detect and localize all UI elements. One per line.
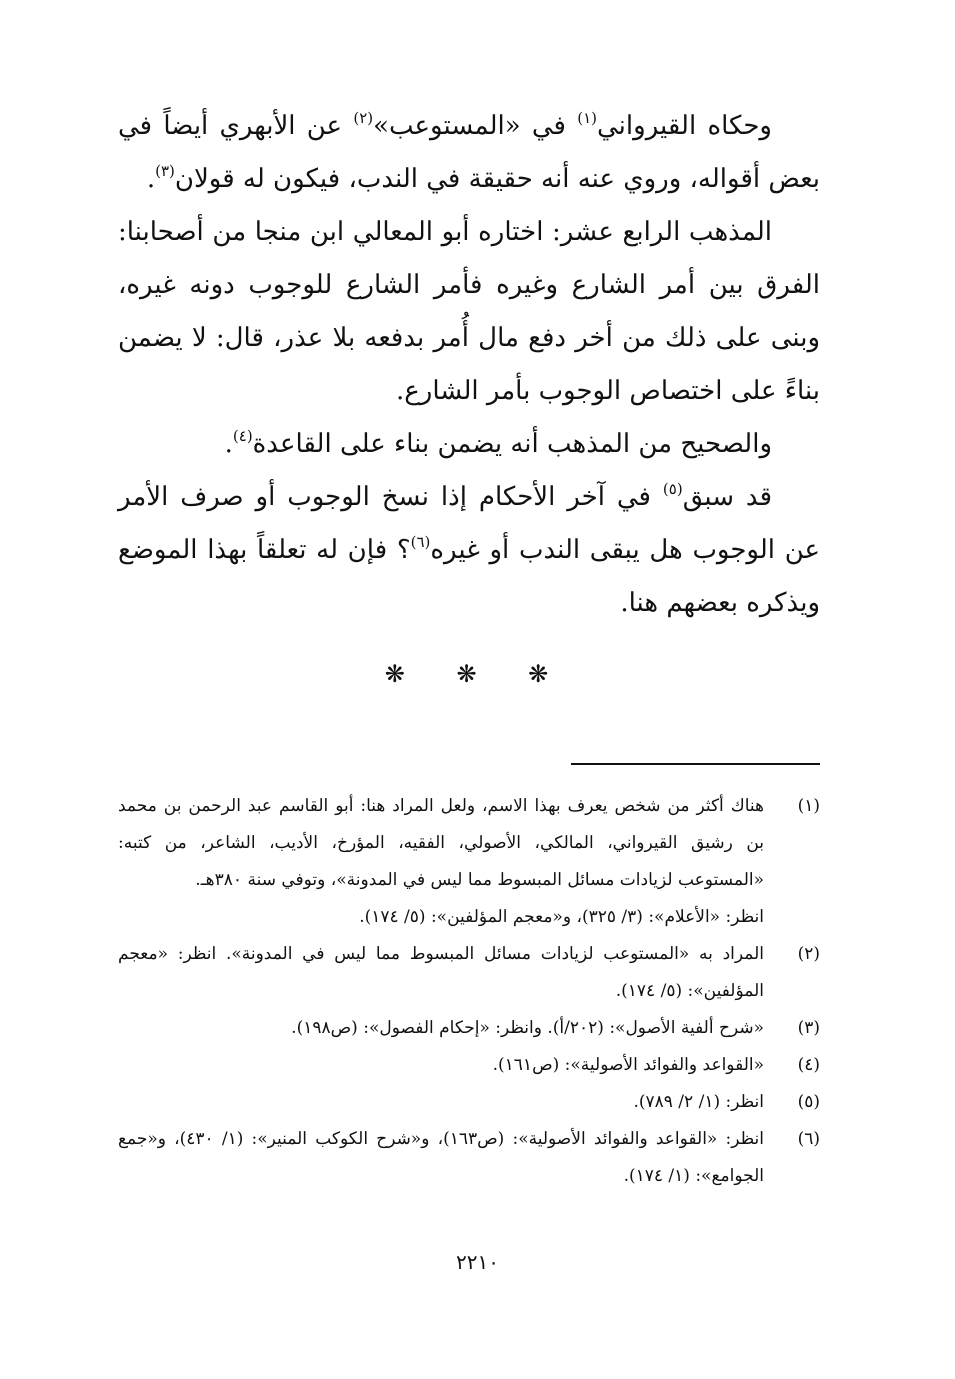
- footnote-divider: [571, 763, 820, 765]
- footnote-3: [118, 1010, 820, 1047]
- footnote-1: [118, 788, 820, 936]
- section-separator: ❋ ❋ ❋: [384, 660, 571, 688]
- paragraph-1-text-c: عن الأبهري أيضاً في بعض أقواله، وروي عنه أنه حقيقة في الندب، فيكون له قولان: [118, 111, 820, 194]
- footnote-number: (١): [797, 796, 820, 816]
- footnote-line: انظر: «القواعد والفوائد الأصولية»: (ص١٦٣)، و«شرح الكوكب المنير»: (١/ ٤٣٠)، و«جمع الجوامع»: (١/ ١٧٤).: [118, 1129, 765, 1186]
- footnote-line: انظر: «الأعلام»: (٣/ ٣٢٥)، و«معجم المؤلفين»: (٥/ ١٧٤).: [359, 907, 764, 927]
- footnote-number: (٦): [797, 1129, 820, 1149]
- footnote-body: [118, 1010, 764, 1047]
- footnote-ref-3[interactable]: (٣): [155, 162, 175, 180]
- paragraph-1-text-a: وحكاه القيرواني: [597, 111, 772, 141]
- paragraph-1-text-b: في «المستوعب»: [373, 111, 578, 141]
- paragraph-4-text-b: في آخر الأحكام إذا نسخ الوجوب أو صرف الأمر عن الوجوب هل يبقى الندب أو غيره: [118, 482, 820, 565]
- footnote-ref-2[interactable]: (٢): [353, 109, 374, 127]
- page-number: ٢٢١٠: [456, 1250, 499, 1274]
- paragraph-4-text-a: قد سبق: [682, 482, 773, 512]
- footnote-4: [118, 1047, 820, 1084]
- footnote-body: [118, 1121, 764, 1195]
- footnote-ref-4[interactable]: (٤): [232, 427, 253, 445]
- footnote-line: هناك أكثر من شخص يعرف بهذا الاسم، ولعل المراد هنا: أبو القاسم عبد الرحمن بن محمد بن رشيق القيرواني، المالكي، الأصولي، الفقيه، المؤرخ، الأديب، الشاعر، من كتبه: «المستوعب لزيادات مسائل المبسوط مما ليس في المدونة»، وتوفي سنة ٣٨٠هـ.: [118, 796, 764, 890]
- footnote-number: (٥): [797, 1092, 820, 1112]
- footnote-body: [118, 1084, 764, 1121]
- paragraph-4: [118, 471, 820, 630]
- footnote-ref-1[interactable]: (١): [577, 109, 598, 127]
- paragraph-4-text-c: ؟ فإن له تعلقاً بهذا الموضع ويذكره بعضهم هنا.: [118, 535, 820, 618]
- footnote-body: [118, 1047, 764, 1084]
- footnotes-section: [118, 788, 820, 1195]
- footnote-body: [118, 936, 764, 1010]
- footnote-number: (٣): [797, 1018, 820, 1038]
- paragraph-3-text-b: .: [224, 429, 233, 459]
- footnote-line: المراد به «المستوعب لزيادات مسائل المبسوط مما ليس في المدونة». انظر: «معجم المؤلفين»: (٥/ ١٧٤).: [118, 944, 764, 1001]
- footnote-2: [118, 936, 820, 1010]
- footnote-body: [118, 788, 764, 936]
- footnote-line: انظر: (١/ ٢/ ٧٨٩).: [633, 1092, 764, 1112]
- paragraph-3: [118, 418, 820, 471]
- paragraph-1: [118, 100, 820, 206]
- footnote-ref-5[interactable]: (٥): [662, 480, 683, 498]
- footnote-5: [118, 1084, 820, 1121]
- footnote-number: (٢): [797, 944, 820, 964]
- footnote-6: [118, 1121, 820, 1195]
- footnote-number: (٤): [797, 1055, 820, 1075]
- footnote-line: «شرح ألفية الأصول»: (٢٠٢/أ). وانظر: «إحكام الفصول»: (ص١٩٨).: [291, 1018, 764, 1038]
- footnote-line: «القواعد والفوائد الأصولية»: (ص١٦١).: [492, 1055, 764, 1075]
- footnote-ref-6[interactable]: (٦): [410, 533, 431, 551]
- main-text: [118, 100, 820, 630]
- paragraph-3-text-a: والصحيح من المذهب أنه يضمن بناء على القاعدة: [252, 429, 772, 459]
- paragraph-1-text-d: .: [146, 164, 156, 194]
- paragraph-2: المذهب الرابع عشر: اختاره أبو المعالي ابن منجا من أصحابنا: الفرق بين أمر الشارع وغيره فأمر الشارع للوجوب دونه غيره، وبنى على ذلك من أخر دفع مال أُمر بدفعه بلا عذر، قال: لا يضمن بناءً على اختصاص الوجوب بأمر الشارع.: [118, 217, 820, 406]
